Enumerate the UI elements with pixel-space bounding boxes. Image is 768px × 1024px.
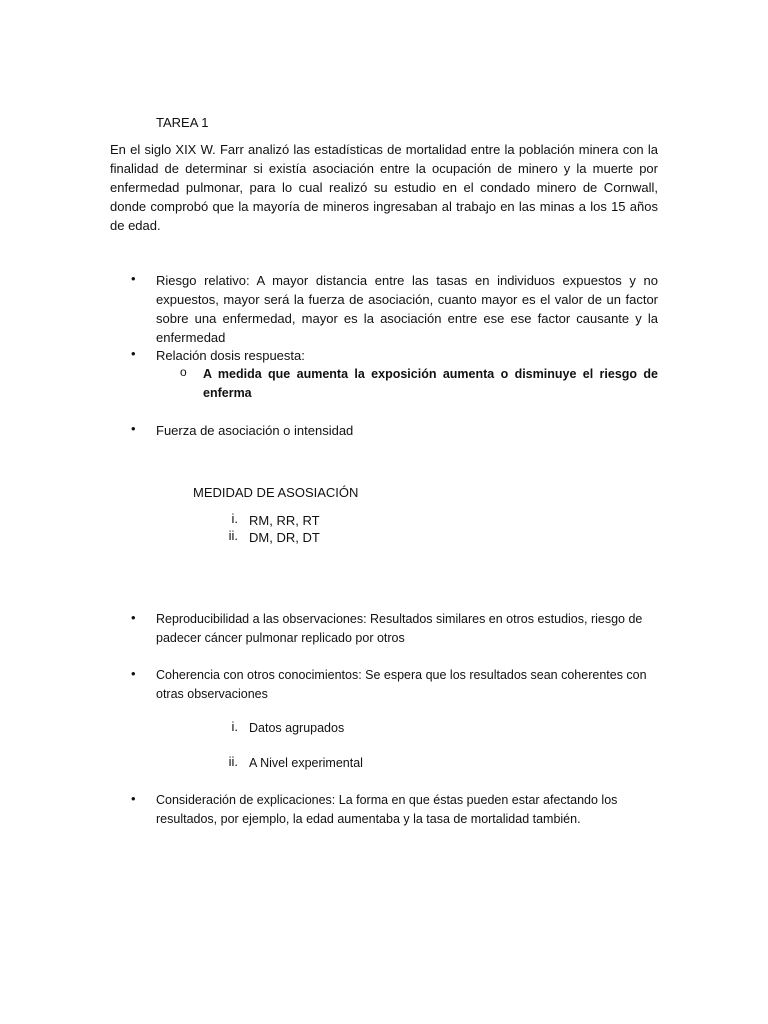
item-fuerza-asociacion: Fuerza de asociación o intensidad <box>156 423 354 438</box>
list-marker: i. <box>231 511 238 526</box>
list-item: DM, DR, DT <box>249 530 320 545</box>
document-title: TAREA 1 <box>156 115 209 130</box>
list-marker: ii. <box>228 528 238 543</box>
bullet-icon: • <box>131 666 136 681</box>
intro-paragraph: En el siglo XIX W. Farr analizó las estadísticas de mortalidad entre la población minera con la finalidad de determinar si existía asociación entre la ocupación de minero y la muerte por enfermedad pulmonar, para lo cual realizó su estudio en el condado minero de Cornwall, donde comprobó que la mayoría de mineros ingresaban al trabajo en las minas a los 15 años de edad. <box>110 142 658 233</box>
item-reproducibilidad: Reproducibilidad a las observaciones: Resultados similares en otros estudios, riesgo de padecer cáncer pulmonar replicado por otros <box>156 612 643 645</box>
item-consideracion: Consideración de explicaciones: La forma en que éstas pueden estar afectando los resultados, por ejemplo, la edad aumentaba y la tasa de mortalidad también. <box>156 793 618 826</box>
item-coherencia: Coherencia con otros conocimientos: Se espera que los resultados sean coherentes con otras observaciones <box>156 668 647 701</box>
bullet-icon: • <box>131 610 136 625</box>
item-riesgo-relativo: Riesgo relativo: A mayor distancia entre las tasas en individuos expuestos y no expuestos, mayor será la fuerza de asociación, cuanto mayor es el valor de un factor sobre una enfermedad, mayor es la asociación entre ese ese factor causante y la enfermedad <box>156 273 658 345</box>
item-dosis-sub: A medida que aumenta la exposición aumenta o disminuye el riesgo de enferma <box>203 367 658 400</box>
list-item: Datos agrupados <box>249 721 345 735</box>
list-item: RM, RR, RT <box>249 513 320 528</box>
bullet-icon: • <box>131 271 136 286</box>
bullet-icon: • <box>131 791 136 806</box>
list-item: A Nivel experimental <box>249 756 363 770</box>
circle-bullet-icon: o <box>180 365 187 379</box>
list-marker: i. <box>231 719 238 734</box>
item-dosis-respuesta: Relación dosis respuesta: <box>156 348 305 363</box>
medidas-heading: MEDIDAD DE ASOSIACIÓN <box>193 485 359 500</box>
bullet-icon: • <box>131 346 136 361</box>
list-marker: ii. <box>228 754 238 769</box>
bullet-icon: • <box>131 421 136 436</box>
